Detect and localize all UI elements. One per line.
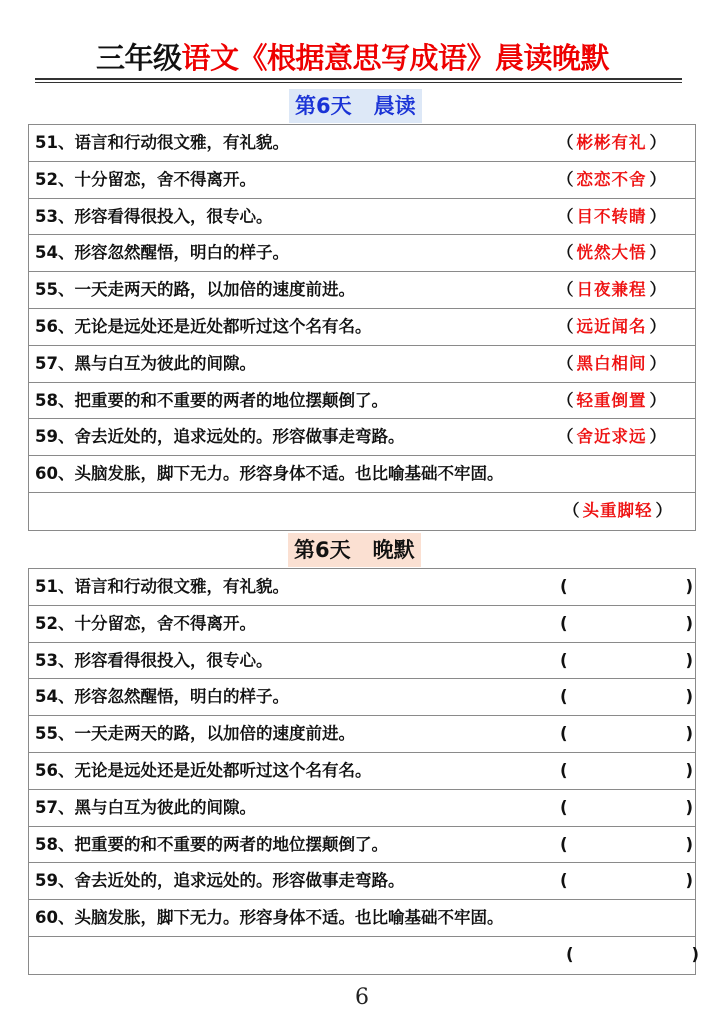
answer-text: 远近闻名 xyxy=(576,316,647,336)
answer: （ 恋恋不舍 ） xyxy=(557,169,666,189)
evening-label: 晚默 xyxy=(372,538,415,562)
table-row: 52、十分留恋，舍不得离开。 ( ) xyxy=(29,606,695,643)
page-title xyxy=(96,38,609,78)
question-text: 56、无论是远处还是近处都听过这个名有名。 xyxy=(35,760,372,780)
table-row xyxy=(29,383,695,420)
table-row: 53、形容看得很投入，很专心。 ( ) xyxy=(29,643,695,680)
answer-text: 日夜兼程 xyxy=(576,280,647,300)
question-text: 54、形容忽然醒悟，明白的样子。 xyxy=(35,687,289,707)
evening-section-header xyxy=(288,533,421,567)
evening-day: 第6天 xyxy=(294,538,351,562)
answer-text: 彬彬有礼 xyxy=(576,133,647,152)
question-text: 59、舍去近处的，追求远处的。形容做事走弯路。 xyxy=(35,871,405,891)
morning-label: 晨读 xyxy=(373,94,416,118)
answer: （ 黑白相间 ） xyxy=(557,353,666,373)
question-text: 56、无论是远处还是近处都听过这个名有名。 xyxy=(35,316,372,336)
table-row xyxy=(29,900,695,937)
table-row xyxy=(29,309,695,346)
table-row xyxy=(29,346,695,383)
table-row-answer: ( ) xyxy=(566,944,699,964)
table-row: 54、形容忽然醒悟，明白的样子。 ( ) xyxy=(29,679,695,716)
question-text: 55、一天走两天的路，以加倍的速度前进。 xyxy=(35,724,355,744)
answer: （ 恍然大悟 ） xyxy=(557,243,666,263)
answer-text: 头重脚轻 xyxy=(582,500,653,520)
morning-section-header xyxy=(289,89,422,123)
table-row: 56、无论是远处还是近处都听过这个名有名。 ( ) xyxy=(29,753,695,790)
answer: （ 日夜兼程 ） xyxy=(557,280,666,300)
table-row xyxy=(29,125,695,162)
question-text: 54、形容忽然醒悟，明白的样子。 xyxy=(35,243,289,263)
question-text: 58、把重要的和不重要的两者的地位摆颠倒了。 xyxy=(35,390,388,410)
question-text: 52、十分留恋，舍不得离开。 xyxy=(35,169,256,189)
title-underline-thin xyxy=(35,82,682,83)
table-row: 57、黑与白互为彼此的间隙。 ( ) xyxy=(29,790,695,827)
table-row: 58、把重要的和不重要的两者的地位摆颠倒了。 ( ) xyxy=(29,827,695,864)
question-text: 51、语言和行动很文雅，有礼貌。 xyxy=(35,577,289,596)
answer: （ 轻重倒置 ） xyxy=(557,390,666,410)
question-text: 57、黑与白互为彼此的间隙。 xyxy=(35,797,256,817)
answer: （ 舍近求远 ） xyxy=(557,427,666,447)
question-text: 53、形容看得很投入，很专心。 xyxy=(35,206,273,226)
title-underline xyxy=(35,78,682,80)
question-text: 52、十分留恋，舍不得离开。 xyxy=(35,613,256,633)
question-text: 53、形容看得很投入，很专心。 xyxy=(35,650,273,670)
table-row xyxy=(29,272,695,309)
question-text: 59、舍去近处的，追求远处的。形容做事走弯路。 xyxy=(35,427,405,447)
question-text: 60、头脑发胀，脚下无力。形容身体不适。也比喻基础不牢固。 xyxy=(35,464,504,484)
table-row xyxy=(29,419,695,456)
evening-dictation-table xyxy=(28,568,699,975)
table-row xyxy=(29,199,695,236)
table-row xyxy=(29,162,695,199)
table-row-answer xyxy=(29,493,695,530)
answer: （ 远近闻名 ） xyxy=(557,316,666,336)
title-grade: 三年级 xyxy=(96,41,182,75)
table-row: 51、语言和行动很文雅，有礼貌。 ( ) xyxy=(29,569,695,606)
answer-text: 轻重倒置 xyxy=(576,390,647,410)
question-text: 55、一天走两天的路，以加倍的速度前进。 xyxy=(35,280,355,300)
morning-reading-table xyxy=(28,124,696,531)
answer-text: 黑白相间 xyxy=(576,353,647,373)
answer-text: 恍然大悟 xyxy=(576,243,647,263)
answer-text: 舍近求远 xyxy=(576,427,647,447)
table-row: 55、一天走两天的路，以加倍的速度前进。 ( ) xyxy=(29,716,695,753)
answer: （ 目不转睛 ） xyxy=(557,206,666,226)
morning-day: 第6天 xyxy=(295,94,352,118)
answer: （ 头重脚轻 ） xyxy=(563,500,672,520)
answer-text: 恋恋不舍 xyxy=(576,169,647,189)
question-text: 57、黑与白互为彼此的间隙。 xyxy=(35,353,256,373)
table-row: 59、舍去近处的，追求远处的。形容做事走弯路。 ( ) xyxy=(29,863,695,900)
title-subject: 语文《根据意思写成语》晨读晚默 xyxy=(181,41,610,75)
question-text: 60、头脑发胀，脚下无力。形容身体不适。也比喻基础不牢固。 xyxy=(35,908,504,928)
answer-text: 目不转睛 xyxy=(576,206,647,226)
table-row xyxy=(29,456,695,493)
question-text: 51、语言和行动很文雅，有礼貌。 xyxy=(35,133,289,152)
answer: （ 彬彬有礼 ） xyxy=(557,133,666,152)
table-row xyxy=(29,235,695,272)
question-text: 58、把重要的和不重要的两者的地位摆颠倒了。 xyxy=(35,834,388,854)
page-number: 6 xyxy=(355,985,369,1010)
